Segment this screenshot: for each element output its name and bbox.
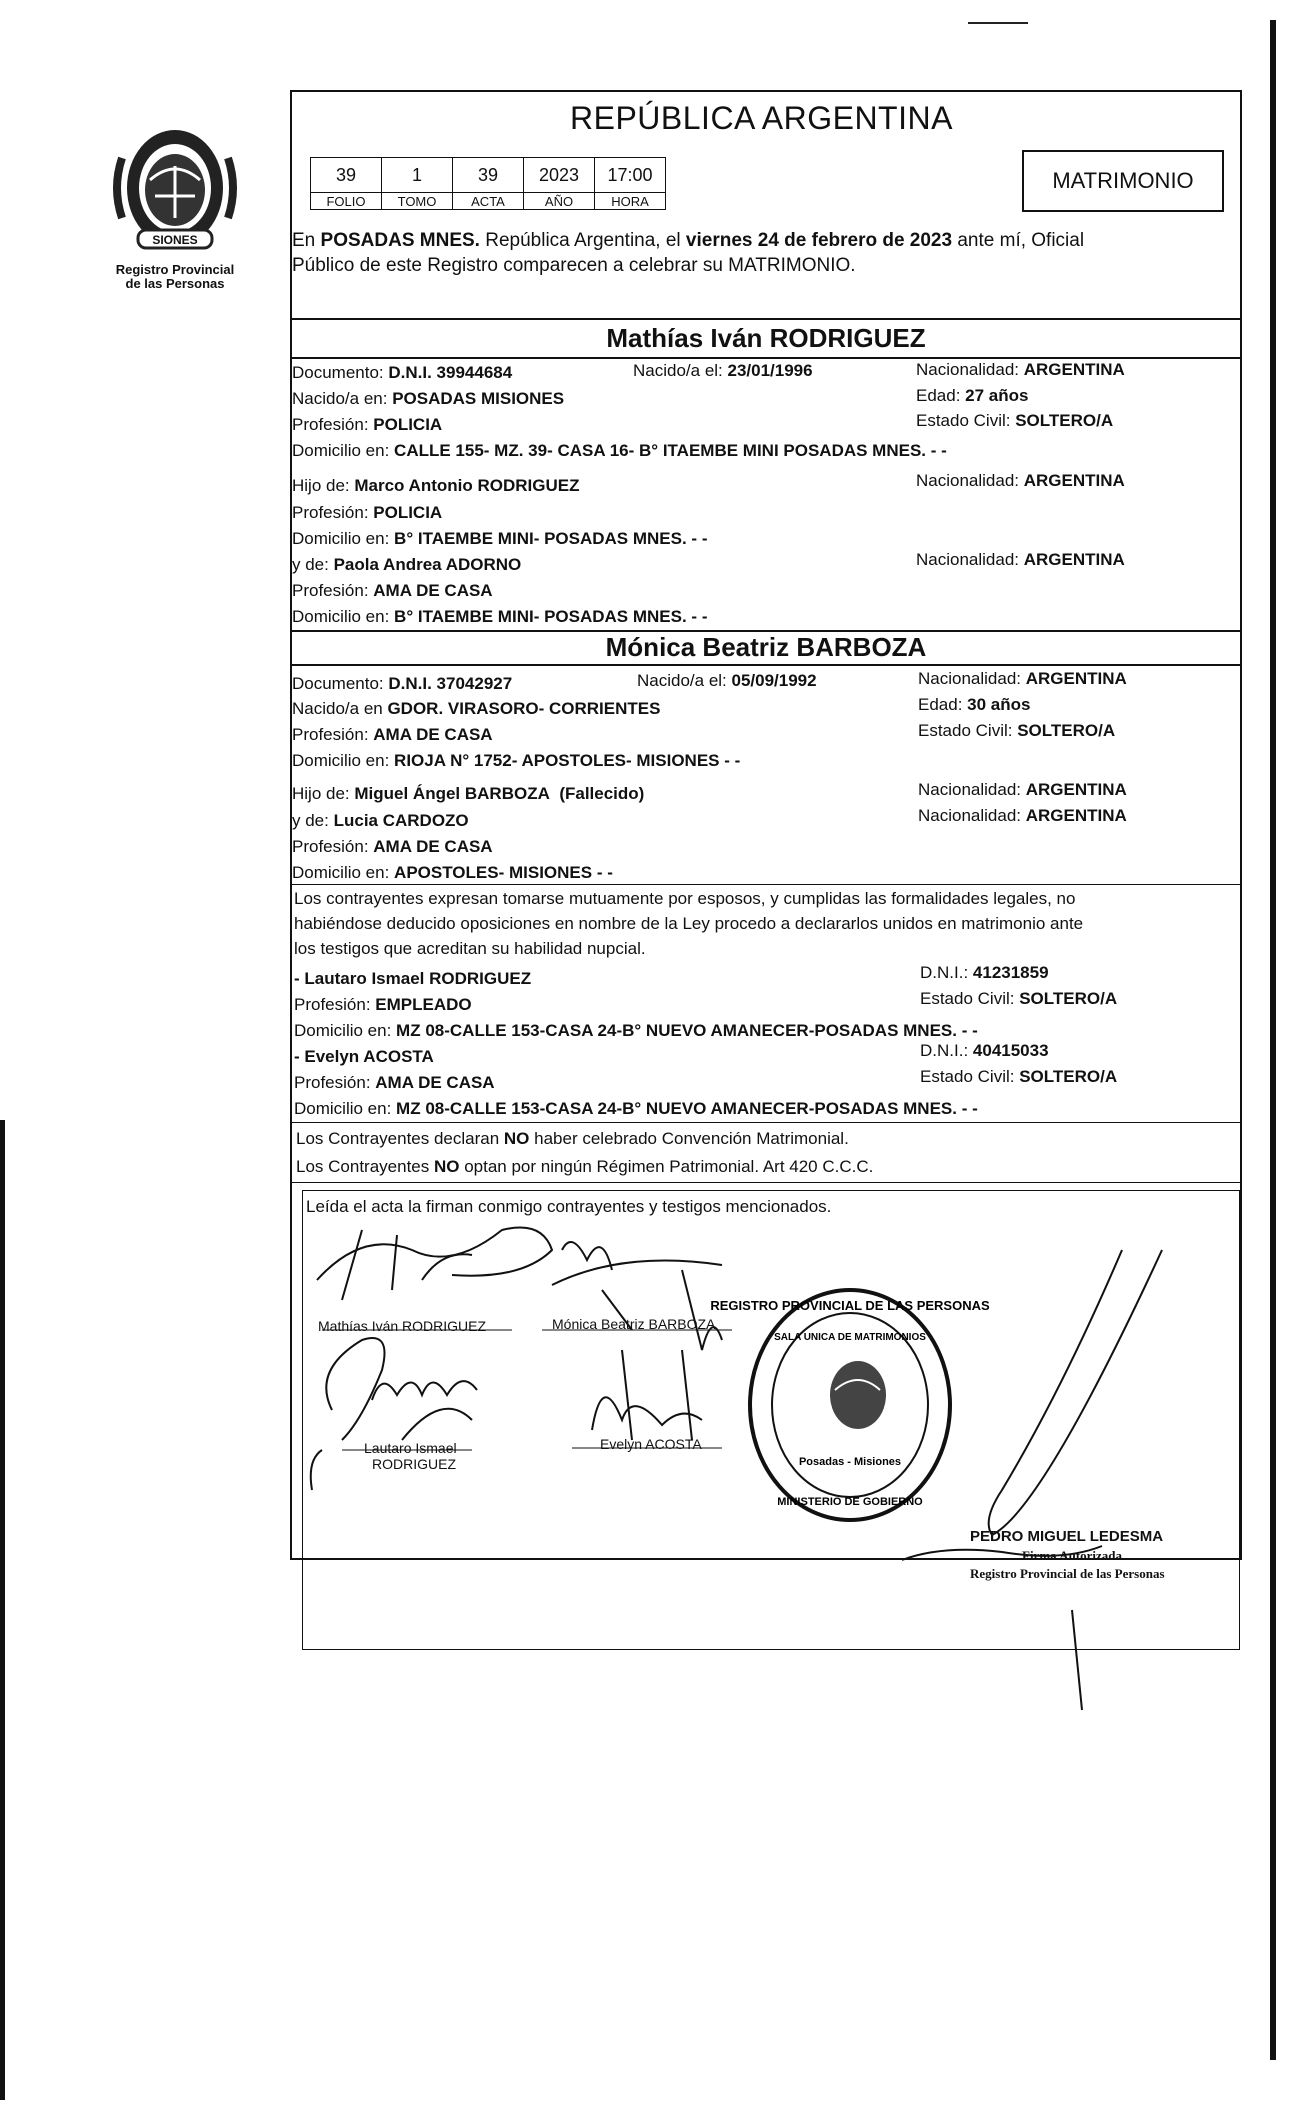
witness2-address: Domicilio en: MZ 08-CALLE 153-CASA 24-B° NUEVO AMANECER-POSADAS MNES. - -	[294, 1099, 978, 1118]
witness1-civil-status: Estado Civil: SOLTERO/A	[920, 989, 1118, 1008]
groom-document: Documento: D.N.I. 39944684	[292, 363, 513, 382]
declaration-line-2: habiéndose deducido oposiciones en nombre de la Ley procedo a declararlos unidos en matrimonio ante	[294, 914, 1084, 933]
logo-caption-1: Registro Provincial	[115, 262, 235, 277]
country-title: REPÚBLICA ARGENTINA	[570, 100, 953, 136]
province-emblem-icon	[110, 118, 240, 258]
bride-father-nationality: Nacionalidad: ARGENTINA	[918, 780, 1127, 799]
tomo-label: TOMO	[382, 193, 453, 210]
acta-label: ACTA	[453, 193, 524, 210]
groom-address: Domicilio en: CALLE 155- MZ. 39- CASA 16- B° ITAEMBE MINI POSADAS MNES. - -	[292, 441, 947, 460]
bride-father: Hijo de: Miguel Ángel BARBOZA (Fallecido)	[292, 784, 645, 803]
witness1-address: Domicilio en: MZ 08-CALLE 153-CASA 24-B° NUEVO AMANECER-POSADAS MNES. - -	[294, 1021, 978, 1040]
groom-civil-status: Estado Civil: SOLTERO/A	[916, 411, 1114, 430]
signatures-intro: Leída el acta la firman conmigo contrayentes y testigos mencionados.	[306, 1197, 832, 1216]
groom-mother: y de: Paola Andrea ADORNO	[292, 555, 522, 574]
seal-city-text: Posadas - Misiones	[798, 1456, 902, 1468]
official-name: PEDRO MIGUEL LEDESMA	[970, 1528, 1164, 1545]
seal-bottom-text: MINISTERIO DE GOBIERNO	[777, 1496, 923, 1508]
bride-father-note: (Fallecido)	[559, 784, 645, 803]
note-convention: Los Contrayentes declaran NO haber celebrado Convención Matrimonial.	[296, 1129, 849, 1148]
groom-age: Edad: 27 años	[916, 386, 1029, 405]
folio-label: FOLIO	[311, 193, 382, 210]
logo-caption-2: de las Personas	[125, 276, 225, 291]
witness2-civil-status: Estado Civil: SOLTERO/A	[920, 1067, 1118, 1086]
bride-nationality: Nacionalidad: ARGENTINA	[918, 669, 1127, 688]
seal-inner-text: SALA UNICA DE MATRIMONIOS	[774, 1332, 926, 1343]
groom-mother-address: Domicilio en: B° ITAEMBE MINI- POSADAS MNES. - -	[292, 607, 708, 626]
intro-line-2: Público de este Registro comparecen a celebrar su MATRIMONIO.	[292, 255, 856, 276]
witness1-dni: D.N.I.: 41231859	[920, 963, 1049, 982]
groom-nationality: Nacionalidad: ARGENTINA	[916, 360, 1125, 379]
witness1-name: - Lautaro Ismael RODRIGUEZ	[294, 969, 532, 988]
divider	[290, 884, 1242, 885]
scan-mark	[968, 22, 1028, 24]
note-regime: Los Contrayentes NO optan por ningún Régimen Patrimonial. Art 420 C.C.C.	[296, 1157, 874, 1176]
groom-profession: Profesión: POLICIA	[292, 415, 443, 434]
ano-value: 2023	[524, 158, 595, 193]
groom-mother-profession: Profesión: AMA DE CASA	[292, 581, 493, 600]
groom-father-profession: Profesión: POLICIA	[292, 503, 443, 522]
hora-value: 17:00	[595, 158, 666, 193]
bride-age: Edad: 30 años	[918, 695, 1031, 714]
emblem-ribbon-text: SIONES	[152, 233, 198, 247]
divider	[290, 1182, 1242, 1183]
divider	[290, 318, 1242, 320]
seal-top-text: REGISTRO PROVINCIAL DE LAS PERSONAS	[710, 1298, 990, 1313]
bride-name: Mónica Beatriz BARBOZA	[605, 632, 927, 662]
groom-signature	[317, 1228, 552, 1301]
intro-text-a: En	[292, 230, 321, 251]
registry-seal-icon	[710, 1280, 990, 1530]
divider	[290, 1122, 1242, 1123]
bride-civil-status: Estado Civil: SOLTERO/A	[918, 721, 1116, 740]
intro-text-b: República Argentina, el	[479, 230, 686, 251]
intro-paragraph	[292, 228, 1084, 278]
official-org: Registro Provincial de las Personas	[970, 1566, 1165, 1581]
divider	[290, 664, 1242, 666]
witness2-signature-name: Evelyn ACOSTA	[600, 1436, 702, 1452]
bride-profession: Profesión: AMA DE CASA	[292, 725, 493, 744]
groom-father-address: Domicilio en: B° ITAEMBE MINI- POSADAS MNES. - -	[292, 529, 708, 548]
groom-mother-nationality: Nacionalidad: ARGENTINA	[916, 550, 1125, 569]
groom-father: Hijo de: Marco Antonio RODRIGUEZ	[292, 476, 580, 495]
bride-birthplace: Nacido/a en GDOR. VIRASORO- CORRIENTES	[292, 699, 661, 718]
declaration-line-3: los testigos que acreditan su habilidad nupcial.	[294, 939, 646, 958]
ano-label: AÑO	[524, 193, 595, 210]
hora-label: HORA	[595, 193, 666, 210]
groom-name: Mathías Iván RODRIGUEZ	[606, 323, 926, 353]
intro-text-c: ante mí, Oficial	[952, 230, 1085, 251]
scan-edge-left	[0, 1120, 5, 2100]
bride-mother: y de: Lucia CARDOZO	[292, 811, 469, 830]
bride-address: Domicilio en: RIOJA N° 1752- APOSTOLES- MISIONES - -	[292, 751, 741, 770]
tomo-value: 1	[382, 158, 453, 193]
witness1-signature-name-2: RODRIGUEZ	[372, 1456, 456, 1472]
bride-mother-profession: Profesión: AMA DE CASA	[292, 837, 493, 856]
registry-logo	[110, 118, 240, 291]
witness2-name: - Evelyn ACOSTA	[294, 1047, 434, 1066]
scan-edge-right	[1270, 20, 1276, 2060]
bride-document: Documento: D.N.I. 37042927	[292, 674, 513, 693]
groom-father-nationality: Nacionalidad: ARGENTINA	[916, 471, 1125, 490]
bride-signature-name: Mónica Beatriz BARBOZA	[552, 1316, 716, 1332]
bride-mother-address: Domicilio en: APOSTOLES- MISIONES - -	[292, 863, 613, 882]
bride-signature	[552, 1242, 722, 1350]
acta-value: 39	[453, 158, 524, 193]
groom-birthdate: Nacido/a el: 23/01/1996	[633, 361, 813, 380]
groom-birthplace: Nacido/a en: POSADAS MISIONES	[292, 389, 565, 408]
witness1-signature-name-1: Lautaro Ismael	[364, 1440, 457, 1456]
witness1-profession: Profesión: EMPLEADO	[294, 995, 472, 1014]
intro-date: viernes 24 de febrero de 2023	[685, 230, 953, 251]
intro-place: POSADAS MNES.	[320, 230, 480, 251]
bride-birthdate: Nacido/a el: 05/09/1992	[637, 671, 817, 690]
groom-signature-name: Mathías Iván RODRIGUEZ	[318, 1318, 487, 1334]
reference-table	[310, 157, 666, 210]
witness2-profession: Profesión: AMA DE CASA	[294, 1073, 495, 1092]
bride-mother-nationality: Nacionalidad: ARGENTINA	[918, 806, 1127, 825]
folio-value: 39	[311, 158, 382, 193]
declaration-line-1: Los contrayentes expresan tomarse mutuamente por esposos, y cumplidas las formalidades legales, no	[294, 889, 1076, 908]
witness2-dni: D.N.I.: 40415033	[920, 1041, 1049, 1060]
document-type-box: MATRIMONIO	[1022, 150, 1224, 212]
witness2-signature	[592, 1350, 702, 1440]
official-role: Firma Autorizada	[1022, 1548, 1123, 1563]
